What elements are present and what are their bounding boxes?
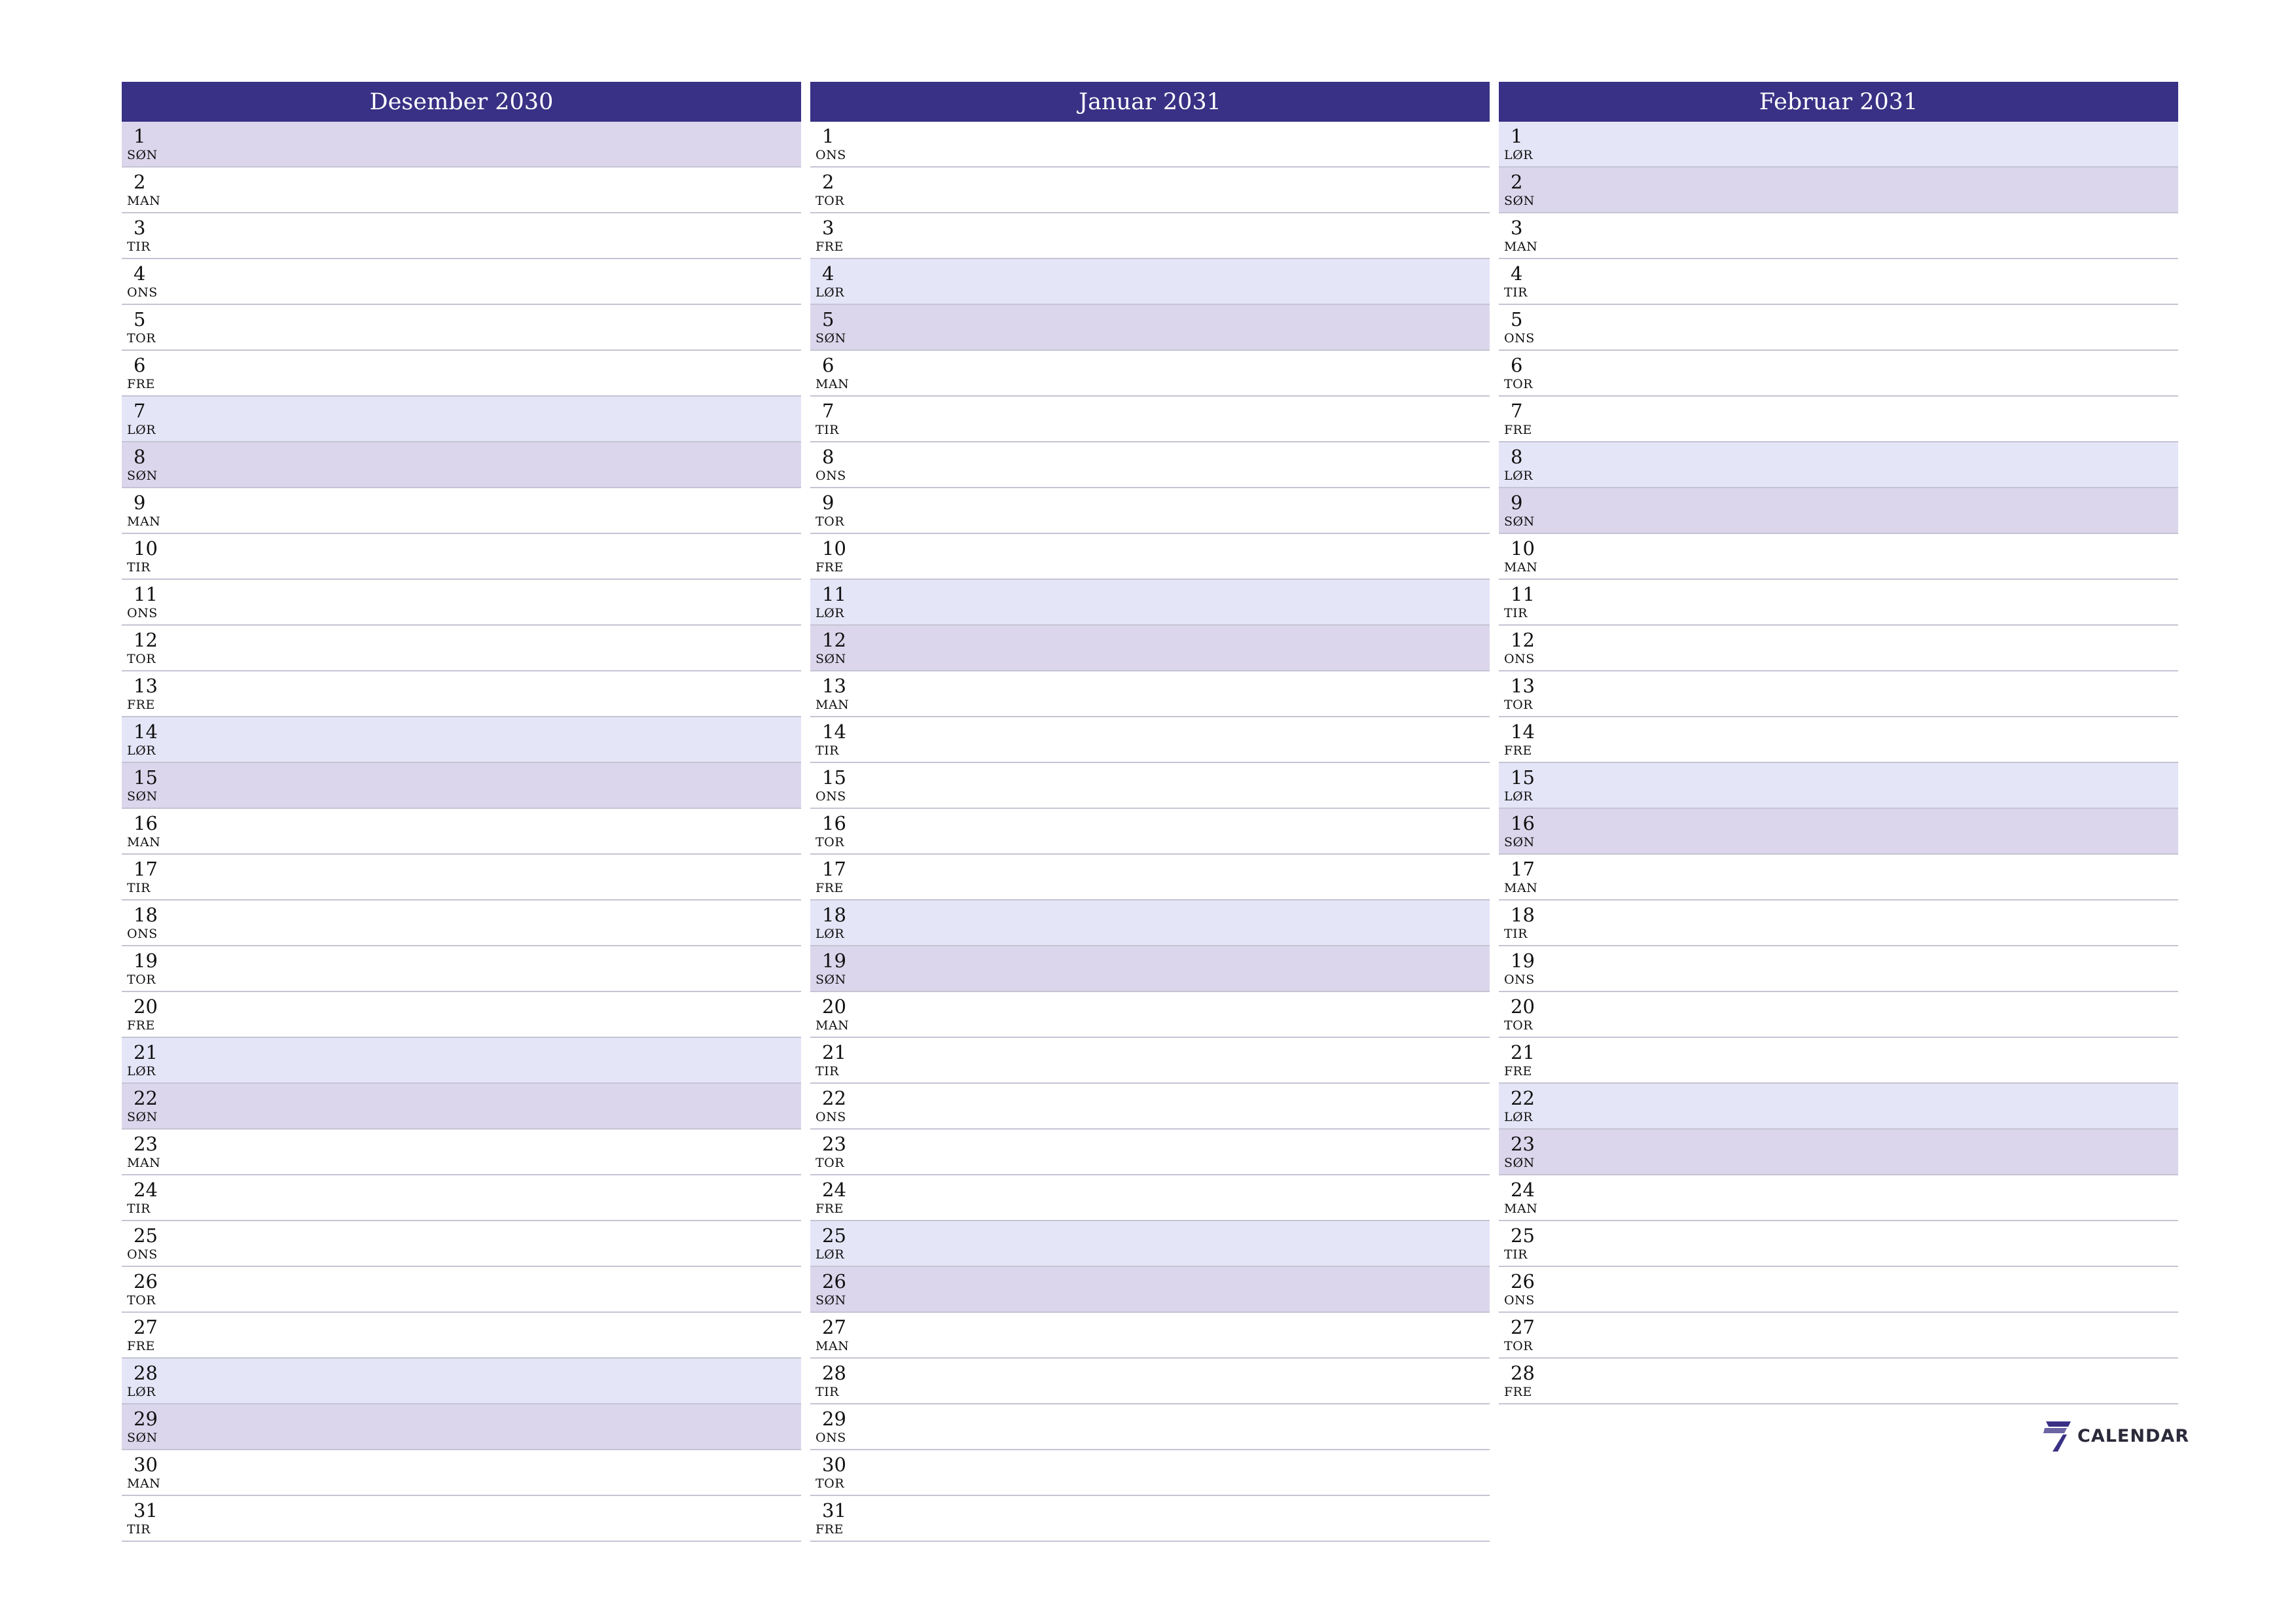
weekday-label: LØR <box>127 1385 156 1399</box>
day-row <box>122 946 801 992</box>
day-number: 10 <box>1511 537 1535 560</box>
weekday-label: TIR <box>1504 927 1528 941</box>
weekday-label: LØR <box>816 927 844 941</box>
day-number: 7 <box>134 400 146 422</box>
day-row <box>810 1313 1490 1359</box>
weekday-label: SØN <box>1504 1156 1535 1170</box>
day-row <box>122 671 801 717</box>
weekday-label: SØN <box>816 331 846 346</box>
day-number: 6 <box>1511 354 1523 376</box>
weekday-label: TIR <box>127 881 151 895</box>
month-column <box>1499 82 2178 1542</box>
weekday-label: ONS <box>127 606 158 620</box>
day-number: 12 <box>1511 629 1535 651</box>
day-row <box>1499 442 2178 488</box>
weekday-label: SØN <box>127 789 158 804</box>
day-row <box>122 1404 801 1450</box>
day-number: 14 <box>134 721 158 743</box>
day-number: 3 <box>134 217 146 239</box>
day-row <box>1499 122 2178 168</box>
day-number: 5 <box>1511 308 1523 330</box>
day-number: 25 <box>822 1224 846 1247</box>
day-row <box>122 580 801 626</box>
day-number: 24 <box>1511 1179 1535 1201</box>
day-number: 20 <box>134 995 158 1018</box>
day-row <box>1499 1130 2178 1175</box>
day-number: 3 <box>1511 217 1523 239</box>
weekday-label: FRE <box>816 1202 844 1216</box>
day-number: 22 <box>822 1087 846 1109</box>
day-number: 1 <box>134 125 146 147</box>
weekday-label: FRE <box>127 1339 155 1353</box>
day-row <box>1499 351 2178 397</box>
day-row <box>810 855 1490 901</box>
weekday-label: MAN <box>127 514 161 529</box>
weekday-label: MAN <box>1504 560 1538 575</box>
weekday-label: SØN <box>127 1110 158 1124</box>
day-number: 18 <box>1511 904 1535 926</box>
day-number: 30 <box>134 1454 158 1476</box>
day-number: 13 <box>134 675 158 697</box>
day-number: 4 <box>1511 262 1523 285</box>
day-number: 8 <box>822 446 834 468</box>
day-row <box>122 259 801 305</box>
weekday-label: LØR <box>1504 469 1533 483</box>
day-row <box>122 442 801 488</box>
day-row <box>1499 580 2178 626</box>
day-row <box>810 259 1490 305</box>
weekday-label: ONS <box>127 1247 158 1262</box>
day-number: 1 <box>1511 125 1523 147</box>
weekday-label: MAN <box>816 377 850 391</box>
day-row <box>810 992 1490 1038</box>
day-number: 29 <box>134 1408 158 1430</box>
weekday-label: TOR <box>1504 377 1534 391</box>
weekday-label: TIR <box>1504 1247 1528 1262</box>
day-row <box>1499 717 2178 763</box>
day-number: 5 <box>134 308 146 330</box>
day-number: 2 <box>134 171 146 193</box>
day-row <box>810 351 1490 397</box>
day-number: 8 <box>1511 446 1523 468</box>
day-row <box>1499 488 2178 534</box>
day-row <box>1499 305 2178 351</box>
day-row <box>122 1267 801 1313</box>
weekday-label: SØN <box>1504 514 1535 529</box>
day-row <box>1499 397 2178 442</box>
day-row <box>810 1221 1490 1267</box>
day-row <box>122 488 801 534</box>
day-number: 19 <box>1511 950 1535 972</box>
day-number: 27 <box>822 1316 846 1338</box>
day-row <box>122 626 801 671</box>
day-number: 20 <box>822 995 846 1018</box>
weekday-label: FRE <box>816 240 844 254</box>
weekday-label: LØR <box>816 1247 844 1262</box>
day-row <box>1499 809 2178 855</box>
weekday-label: LØR <box>816 285 844 300</box>
day-row <box>122 534 801 580</box>
weekday-label: TIR <box>127 1202 151 1216</box>
day-number: 9 <box>1511 491 1523 514</box>
weekday-label: TIR <box>127 560 151 575</box>
day-number: 28 <box>134 1362 158 1384</box>
day-row <box>810 1267 1490 1313</box>
weekday-label: MAN <box>127 835 161 849</box>
weekday-label: TOR <box>816 514 845 529</box>
logo-text: CALENDAR <box>2077 1425 2190 1446</box>
day-number: 4 <box>822 262 834 285</box>
day-number: 23 <box>134 1133 158 1155</box>
day-row <box>122 717 801 763</box>
day-row <box>810 168 1490 213</box>
day-row <box>1499 213 2178 259</box>
day-number: 27 <box>1511 1316 1535 1338</box>
day-number: 12 <box>822 629 846 651</box>
day-row <box>122 1038 801 1084</box>
day-row <box>810 1084 1490 1130</box>
day-row <box>810 901 1490 946</box>
weekday-label: FRE <box>127 377 155 391</box>
day-row <box>810 626 1490 671</box>
day-row <box>122 855 801 901</box>
day-number: 24 <box>822 1179 846 1201</box>
day-number: 13 <box>822 675 846 697</box>
day-number: 30 <box>822 1454 846 1476</box>
weekday-label: TIR <box>816 1385 839 1399</box>
day-row <box>1499 1267 2178 1313</box>
weekday-label: ONS <box>816 148 846 162</box>
day-row <box>810 397 1490 442</box>
day-row <box>810 946 1490 992</box>
weekday-label: TOR <box>1504 1018 1534 1033</box>
day-row <box>1499 1359 2178 1404</box>
weekday-label: ONS <box>1504 331 1535 346</box>
weekday-label: MAN <box>1504 240 1538 254</box>
weekday-label: ONS <box>816 1110 846 1124</box>
weekday-label: ONS <box>127 285 158 300</box>
day-number: 22 <box>134 1087 158 1109</box>
weekday-label: LØR <box>1504 789 1533 804</box>
day-number: 29 <box>822 1408 846 1430</box>
day-list <box>1499 122 2178 1404</box>
weekday-label: SØN <box>127 1431 158 1445</box>
day-number: 18 <box>822 904 846 926</box>
day-row <box>810 1130 1490 1175</box>
weekday-label: MAN <box>127 1156 161 1170</box>
day-number: 26 <box>1511 1270 1535 1293</box>
day-number: 21 <box>822 1041 846 1063</box>
weekday-label: FRE <box>1504 1064 1532 1079</box>
day-number: 27 <box>134 1316 158 1338</box>
day-row <box>1499 1221 2178 1267</box>
day-row <box>122 1313 801 1359</box>
weekday-label: MAN <box>127 194 161 208</box>
day-row <box>810 1404 1490 1450</box>
day-number: 16 <box>822 812 846 834</box>
weekday-label: LØR <box>816 606 844 620</box>
day-number: 15 <box>1511 766 1535 789</box>
day-number: 9 <box>822 491 834 514</box>
day-number: 24 <box>134 1179 158 1201</box>
day-number: 25 <box>134 1224 158 1247</box>
day-number: 14 <box>822 721 846 743</box>
day-row <box>1499 992 2178 1038</box>
weekday-label: ONS <box>1504 972 1535 987</box>
weekday-label: TOR <box>816 194 845 208</box>
day-row <box>122 1084 801 1130</box>
day-number: 28 <box>1511 1362 1535 1384</box>
weekday-label: SØN <box>127 469 158 483</box>
day-number: 7 <box>1511 400 1523 422</box>
day-row <box>1499 763 2178 809</box>
weekday-label: TIR <box>816 423 839 437</box>
day-row <box>122 397 801 442</box>
day-number: 7 <box>822 400 834 422</box>
day-number: 12 <box>134 629 158 651</box>
day-row <box>1499 1084 2178 1130</box>
day-row <box>810 488 1490 534</box>
day-number: 19 <box>822 950 846 972</box>
day-number: 23 <box>1511 1133 1535 1155</box>
day-row <box>1499 259 2178 305</box>
day-number: 6 <box>134 354 146 376</box>
day-number: 9 <box>134 491 146 514</box>
month-title: Februar 2031 <box>1499 82 2178 122</box>
month-column <box>810 82 1490 1542</box>
day-row <box>1499 626 2178 671</box>
weekday-label: TOR <box>127 972 156 987</box>
day-row <box>810 213 1490 259</box>
day-number: 18 <box>134 904 158 926</box>
weekday-label: TIR <box>816 743 839 758</box>
day-row <box>122 213 801 259</box>
day-row <box>810 442 1490 488</box>
day-row <box>122 1359 801 1404</box>
day-number: 14 <box>1511 721 1535 743</box>
weekday-label: TIR <box>127 240 151 254</box>
day-row <box>810 809 1490 855</box>
weekday-label: ONS <box>1504 652 1535 666</box>
weekday-label: SØN <box>1504 194 1535 208</box>
weekday-label: FRE <box>816 881 844 895</box>
day-row <box>810 534 1490 580</box>
weekday-label: TOR <box>816 835 845 849</box>
weekday-label: MAN <box>816 698 850 712</box>
month-title: Desember 2030 <box>122 82 801 122</box>
day-number: 31 <box>822 1499 846 1522</box>
weekday-label: ONS <box>816 1431 846 1445</box>
month-columns <box>122 82 2178 1542</box>
day-number: 21 <box>134 1041 158 1063</box>
day-number: 16 <box>134 812 158 834</box>
day-number: 1 <box>822 125 834 147</box>
day-row <box>810 122 1490 168</box>
day-row <box>810 1359 1490 1404</box>
weekday-label: TIR <box>816 1064 839 1079</box>
day-number: 2 <box>1511 171 1523 193</box>
day-number: 25 <box>1511 1224 1535 1247</box>
day-row <box>810 305 1490 351</box>
weekday-label: LØR <box>127 423 156 437</box>
brand-logo <box>2043 1419 2189 1453</box>
weekday-label: FRE <box>1504 1385 1532 1399</box>
weekday-label: LØR <box>1504 1110 1533 1124</box>
day-row <box>1499 168 2178 213</box>
weekday-label: LØR <box>1504 148 1533 162</box>
weekday-label: TIR <box>1504 285 1528 300</box>
day-number: 10 <box>822 537 846 560</box>
day-number: 17 <box>1511 858 1535 880</box>
weekday-label: SØN <box>127 148 158 162</box>
day-row <box>1499 1313 2178 1359</box>
weekday-label: ONS <box>816 789 846 804</box>
weekday-label: SØN <box>816 972 846 987</box>
day-row <box>122 305 801 351</box>
day-row <box>122 992 801 1038</box>
weekday-label: TOR <box>1504 1339 1534 1353</box>
day-row <box>1499 534 2178 580</box>
weekday-label: MAN <box>816 1018 850 1033</box>
weekday-label: TIR <box>127 1522 151 1537</box>
day-row <box>1499 1175 2178 1221</box>
day-row <box>1499 946 2178 992</box>
day-number: 26 <box>822 1270 846 1293</box>
weekday-label: TOR <box>127 331 156 346</box>
weekday-label: SØN <box>816 652 846 666</box>
day-row <box>122 168 801 213</box>
day-number: 22 <box>1511 1087 1535 1109</box>
day-row <box>122 901 801 946</box>
day-row <box>810 717 1490 763</box>
day-number: 23 <box>822 1133 846 1155</box>
day-row <box>1499 671 2178 717</box>
day-number: 26 <box>134 1270 158 1293</box>
day-number: 31 <box>134 1499 158 1522</box>
day-number: 4 <box>134 262 146 285</box>
weekday-label: SØN <box>1504 835 1535 849</box>
weekday-label: TIR <box>1504 606 1528 620</box>
weekday-label: MAN <box>1504 1202 1538 1216</box>
day-number: 8 <box>134 446 146 468</box>
day-row <box>122 122 801 168</box>
day-number: 11 <box>1511 583 1535 605</box>
weekday-label: FRE <box>816 560 844 575</box>
weekday-label: TOR <box>127 652 156 666</box>
day-row <box>810 1496 1490 1542</box>
day-number: 11 <box>822 583 846 605</box>
weekday-label: ONS <box>1504 1293 1535 1308</box>
day-list <box>122 122 801 1542</box>
weekday-label: ONS <box>816 469 846 483</box>
day-row <box>810 1450 1490 1496</box>
day-row <box>122 1221 801 1267</box>
day-row <box>810 671 1490 717</box>
seven-calendar-logo-icon <box>2043 1419 2072 1453</box>
day-number: 15 <box>134 766 158 789</box>
weekday-label: FRE <box>816 1522 844 1537</box>
weekday-label: LØR <box>127 743 156 758</box>
day-number: 21 <box>1511 1041 1535 1063</box>
day-number: 6 <box>822 354 834 376</box>
day-number: 19 <box>134 950 158 972</box>
weekday-label: LØR <box>127 1064 156 1079</box>
day-row <box>122 1130 801 1175</box>
weekday-label: ONS <box>127 927 158 941</box>
day-row <box>122 1175 801 1221</box>
day-number: 17 <box>822 858 846 880</box>
day-row <box>122 809 801 855</box>
weekday-label: TOR <box>816 1156 845 1170</box>
weekday-label: TOR <box>127 1293 156 1308</box>
day-row <box>1499 901 2178 946</box>
day-number: 5 <box>822 308 834 330</box>
month-column <box>122 82 801 1542</box>
weekday-label: FRE <box>127 1018 155 1033</box>
day-row <box>1499 1038 2178 1084</box>
day-row <box>1499 855 2178 901</box>
day-number: 20 <box>1511 995 1535 1018</box>
day-row <box>810 580 1490 626</box>
day-number: 10 <box>134 537 158 560</box>
day-row <box>122 1496 801 1542</box>
day-number: 11 <box>134 583 158 605</box>
weekday-label: FRE <box>1504 743 1532 758</box>
weekday-label: TOR <box>1504 698 1534 712</box>
weekday-label: TOR <box>816 1476 845 1491</box>
weekday-label: MAN <box>816 1339 850 1353</box>
weekday-label: FRE <box>1504 423 1532 437</box>
month-title: Januar 2031 <box>810 82 1490 122</box>
day-row <box>122 763 801 809</box>
weekday-label: MAN <box>1504 881 1538 895</box>
weekday-label: FRE <box>127 698 155 712</box>
day-row <box>810 763 1490 809</box>
weekday-label: SØN <box>816 1293 846 1308</box>
day-number: 3 <box>822 217 834 239</box>
day-number: 28 <box>822 1362 846 1384</box>
day-number: 15 <box>822 766 846 789</box>
day-row <box>810 1175 1490 1221</box>
day-number: 16 <box>1511 812 1535 834</box>
weekday-label: MAN <box>127 1476 161 1491</box>
day-row <box>810 1038 1490 1084</box>
day-number: 17 <box>134 858 158 880</box>
day-row <box>122 351 801 397</box>
day-row <box>122 1450 801 1496</box>
day-list <box>810 122 1490 1542</box>
day-number: 13 <box>1511 675 1535 697</box>
day-number: 2 <box>822 171 834 193</box>
